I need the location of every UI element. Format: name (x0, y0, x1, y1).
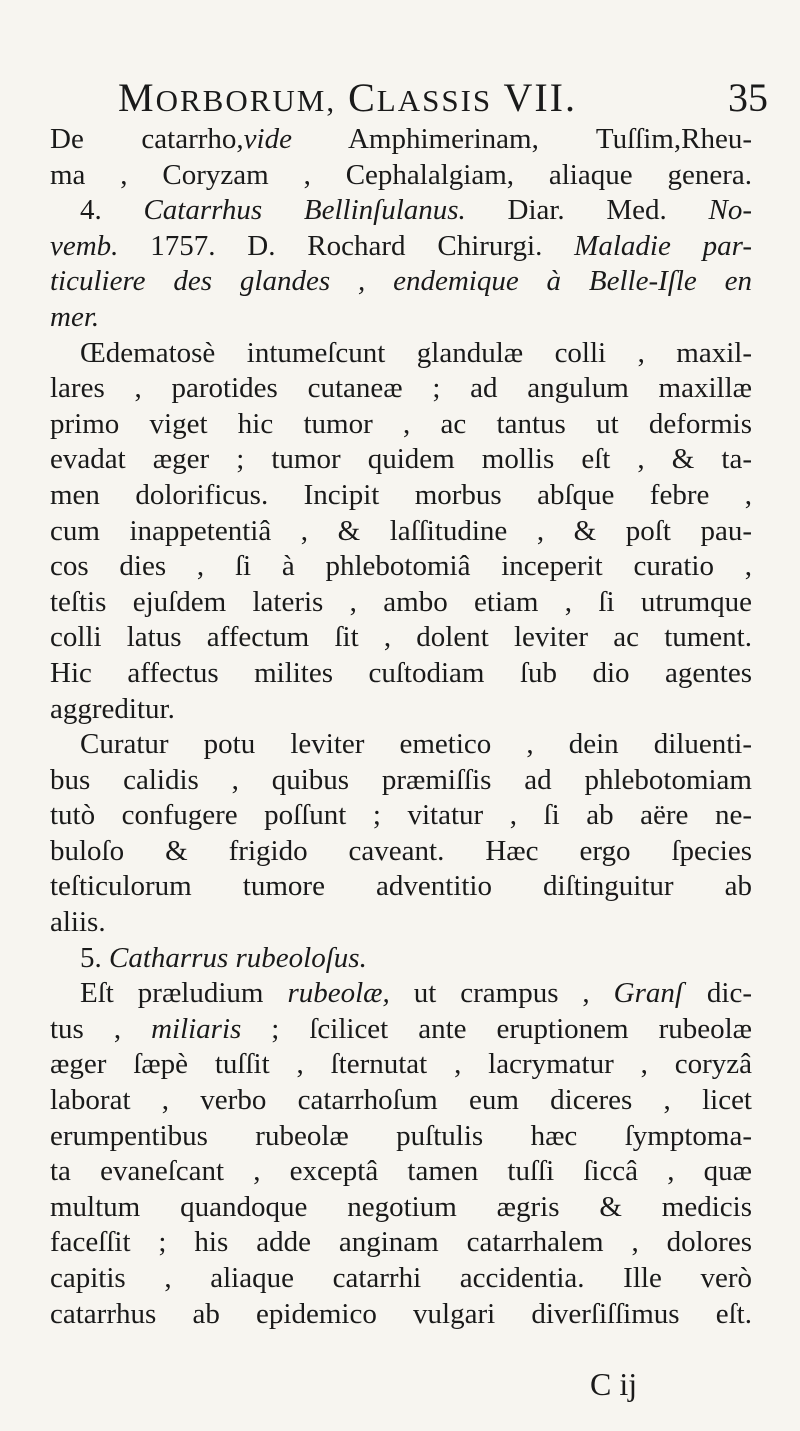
italic-text: Granſ (613, 977, 683, 1010)
italic-text: rubeolæ, (287, 977, 390, 1010)
text-line (50, 1225, 752, 1261)
text-run: erumpentibus rubeolæ puſtulis hæc ſymptoma- (50, 1119, 752, 1152)
text-line (50, 229, 752, 265)
text-run: teſticulorum tumore adventitio diſtinguitur ab (50, 870, 752, 903)
text-run: multum quandoque negotium ægris & medicis (50, 1190, 752, 1223)
text-run: ut crampus , (389, 977, 614, 1010)
text-line (50, 264, 752, 300)
text-line (50, 763, 752, 799)
italic-text: Maladie par- (574, 229, 752, 262)
text-line (50, 122, 752, 158)
text-line (50, 834, 752, 870)
text-run: ta evaneſcant , exceptâ tamen tuſſi ſiccâ , quæ (50, 1155, 752, 1188)
text-run: faceſſit ; his adde anginam catarrhalem , dolores (50, 1226, 752, 1259)
text-line (50, 1297, 752, 1333)
text-line (50, 692, 752, 728)
text-run: cum inappetentiâ , & laſſitudine , & poſt pau- (50, 514, 752, 547)
text-line (50, 371, 752, 407)
text-run: ; ſcilicet ante eruptionem rubeolæ (241, 1012, 752, 1045)
text-line (50, 976, 752, 1012)
text-line (50, 336, 752, 372)
text-run: Diar. Med. (465, 194, 709, 227)
running-header (118, 70, 768, 126)
text-line (50, 158, 752, 194)
header-title-cap-m: M (118, 75, 156, 120)
page-number: 35 (728, 75, 768, 120)
text-line (50, 656, 752, 692)
text-run: colli latus affectum ſit , dolent leviter ac tument. (50, 621, 752, 654)
text-line (50, 585, 752, 621)
text-line (50, 798, 752, 834)
text-run: dic- (682, 977, 753, 1010)
text-run: 4. (80, 194, 144, 227)
text-run: Œdematosè intumeſcunt glandulæ colli , maxil- (80, 336, 752, 369)
text-line (50, 1154, 752, 1190)
text-run: tutò confugere poſſunt ; vitatur , ſi ab aëre ne- (50, 799, 752, 832)
text-line (50, 1047, 752, 1083)
italic-text: vide (243, 123, 292, 155)
text-run: tus , (50, 1012, 152, 1045)
text-line (50, 1012, 752, 1048)
text-run: ma , Coryzam , Cephalalgiam, aliaque genera. (50, 158, 752, 191)
text-line (50, 869, 752, 905)
text-line (50, 1261, 752, 1297)
header-title-class: VII. (503, 75, 577, 120)
text-line (50, 727, 752, 763)
header-title-small-lassis: LASSIS (376, 83, 493, 118)
text-line (50, 442, 752, 478)
text-line (50, 905, 752, 941)
text-run: teſtis ejuſdem lateris , ambo etiam , ſi utrumque (50, 585, 752, 618)
italic-text: Catarrhus Bellinſulanus. (143, 194, 466, 227)
text-run: cos dies , ſi à phlebotomiâ inceperit curatio , (50, 550, 752, 583)
text-run: 5. (80, 941, 109, 974)
italic-text: vemb. (50, 229, 119, 262)
text-run: men dolorificus. Incipit morbus abſque febre , (50, 478, 752, 511)
italic-text: Catharrus rubeoloſus. (109, 941, 367, 974)
text-run: aggreditur. (50, 692, 175, 725)
text-line (50, 1119, 752, 1155)
header-title-cap-c: C (348, 75, 377, 120)
text-run: De catarrho, (50, 123, 244, 155)
text-line (50, 1083, 752, 1119)
text-line (50, 407, 752, 443)
text-run: aliis. (50, 906, 106, 939)
text-line (50, 549, 752, 585)
text-run: Amphimerinam, Tuſſim,Rheu- (291, 123, 752, 155)
text-run: primo viget hic tumor , ac tantus ut deformis (50, 407, 752, 440)
text-line (50, 514, 752, 550)
header-title (118, 70, 577, 129)
header-title-small-orborum: ORBORUM, (155, 83, 337, 118)
italic-text: ticuliere des glandes , endemique à Belle-Iſle en (50, 265, 752, 298)
text-run: laborat , verbo catarrhoſum eum diceres , licet (50, 1084, 752, 1117)
text-line (50, 620, 752, 656)
text-run: buloſo & frigido caveant. Hæc ergo ſpecies (50, 834, 752, 867)
text-run: Hic affectus milites cuſtodiam ſub dio agentes (50, 656, 752, 689)
italic-text: mer. (50, 300, 100, 333)
text-run: capitis , aliaque catarrhi accidentia. Ille verò (50, 1262, 752, 1294)
signature-mark: C ij (590, 1366, 638, 1402)
body-text (50, 122, 752, 1332)
text-run: evadat æger ; tumor quidem mollis eſt , & ta- (50, 443, 752, 476)
text-line (50, 941, 752, 977)
italic-text: miliaris (151, 1012, 242, 1045)
text-run: catarrhus ab epidemico vulgari diverſiſſimus eſt. (50, 1297, 752, 1330)
italic-text: No- (708, 194, 752, 227)
text-run: bus calidis , quibus præmiſſis ad phlebotomiam (50, 763, 752, 796)
text-run: æger ſæpè tuſſit , ſternutat , lacrymatur , coryzâ (50, 1048, 752, 1081)
text-run: 1757. D. Rochard Chirurgi. (118, 229, 575, 262)
text-line (50, 300, 752, 336)
text-run: Eſt præludium (80, 977, 288, 1010)
text-line (50, 193, 752, 229)
text-line (50, 478, 752, 514)
text-line (50, 1190, 752, 1226)
text-run: Curatur potu leviter emetico , dein diluenti- (80, 728, 752, 761)
text-run: lares , parotides cutaneæ ; ad angulum maxillæ (50, 372, 752, 405)
